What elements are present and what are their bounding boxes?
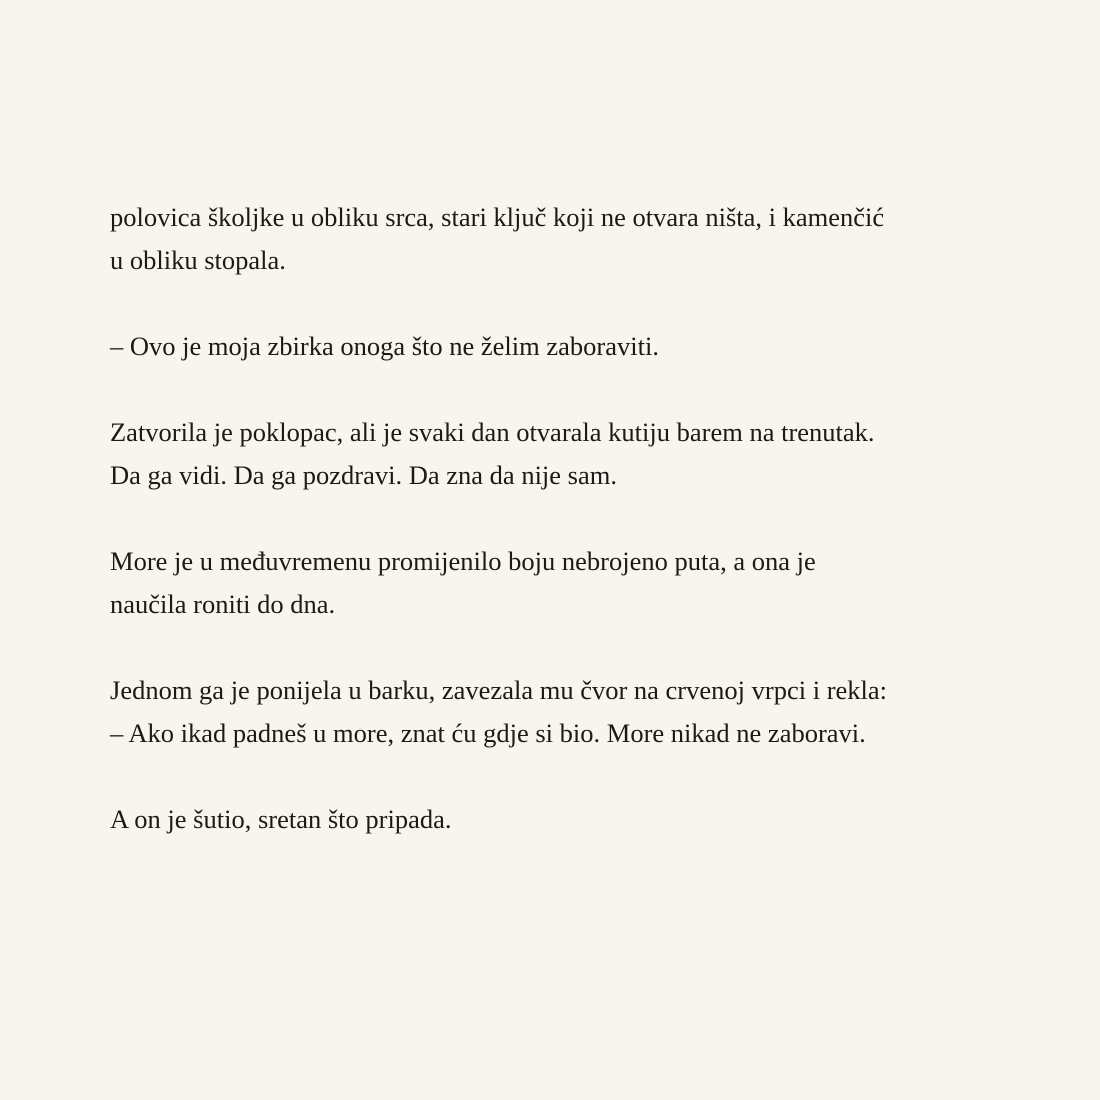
paragraph [110,669,1010,755]
text-line: polovica školjke u obliku srca, stari ključ koji ne otvara ništa, i kamenčić [110,202,885,232]
text-line: A on je šutio, sretan što pripada. [110,804,452,834]
text-line: More je u međuvremenu promijenilo boju nebrojeno puta, a ona je [110,546,816,576]
paragraph [110,798,1010,841]
text-line: Jednom ga je ponijela u barku, zavezala mu čvor na crvenoj vrpci i rekla: [110,675,888,705]
dialogue-line: – Ovo je moja zbirka onoga što ne želim zaboraviti. [110,331,659,361]
text-line: Da ga vidi. Da ga pozdravi. Da zna da nije sam. [110,460,617,490]
paragraph [110,411,1010,497]
dialogue-line: – Ako ikad padneš u more, znat ću gdje si bio. More nikad ne zaboravi. [110,718,866,748]
paragraph [110,325,1010,368]
paragraph [110,540,1010,626]
text-line: Zatvorila je poklopac, ali je svaki dan otvarala kutiju barem na trenutak. [110,417,875,447]
text-line: u obliku stopala. [110,245,286,275]
paragraph [110,196,1010,282]
story-page [110,196,1010,884]
text-line: naučila roniti do dna. [110,589,336,619]
